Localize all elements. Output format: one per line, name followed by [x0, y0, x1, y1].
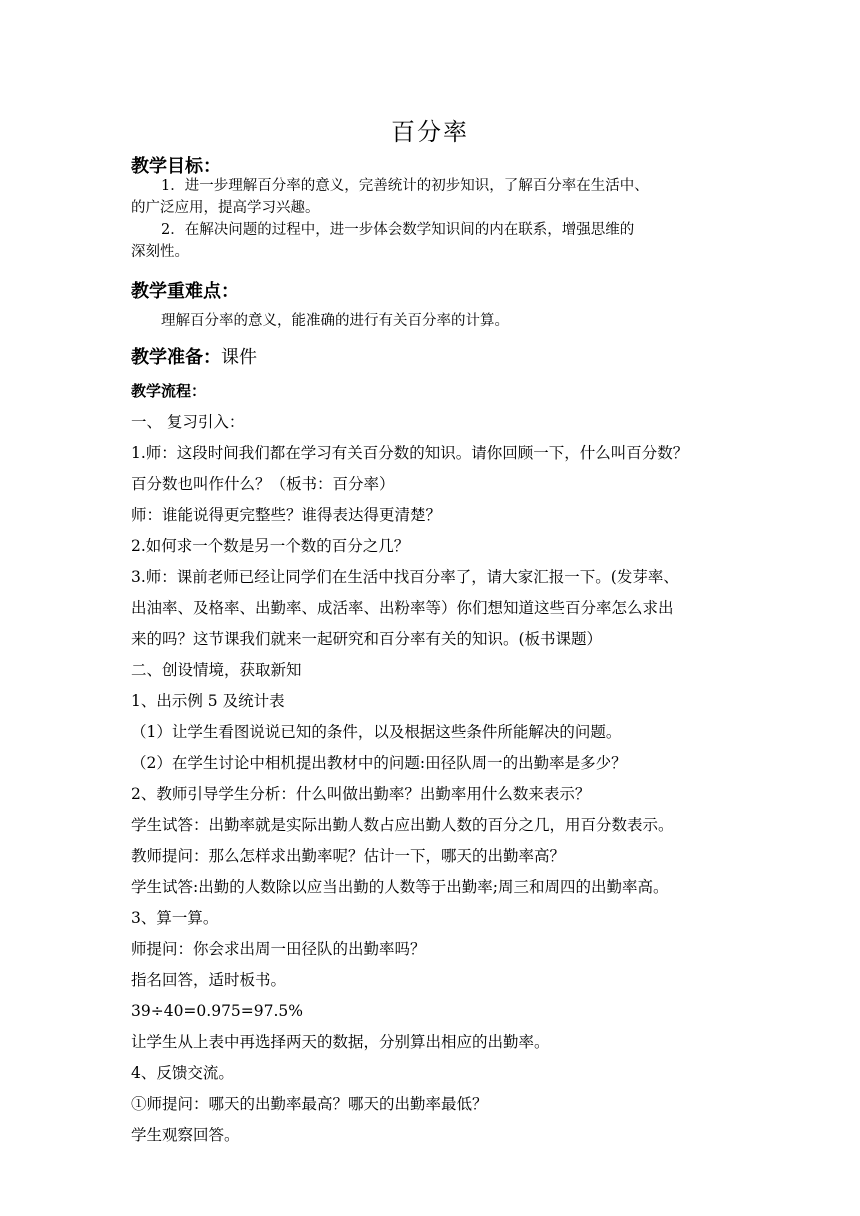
preparation-value: 课件: [221, 347, 257, 368]
process-line: 师：谁能说得更完整些？谁得表达得更清楚？: [131, 506, 442, 524]
process-line: 4、反馈交流。: [131, 1064, 234, 1082]
process-line: 指名回答，适时板书。: [131, 971, 287, 989]
key-points-text: 理解百分率的意义，能准确的进行有关百分率的计算。: [161, 313, 509, 329]
process-line: 出油率、及格率、出勤率、成活率、出粉率等）你们想知道这些百分率怎么求出: [131, 599, 674, 617]
key-points-heading: 教学重难点：: [131, 281, 239, 302]
process-line: 2.如何求一个数是另一个数的百分之几？: [131, 537, 410, 555]
process-heading: 教学流程：: [131, 382, 207, 400]
objective-2-line-1: 2．在解决问题的过程中，进一步体会数学知识间的内在联系，增强思维的: [161, 222, 635, 238]
objective-2-line-2: 深刻性。: [131, 244, 189, 260]
objective-1-line-1: 1．进一步理解百分率的意义，完善统计的初步知识，了解百分率在生活中、: [161, 178, 649, 194]
process-line: ①师提问：哪天的出勤率最高？哪天的出勤率最低？: [131, 1095, 488, 1113]
process-line: 学生试答:出勤的人数除以应当出勤的人数等于出勤率;周三和周四的出勤率高。: [131, 878, 669, 896]
preparation-heading: [131, 343, 257, 369]
process-line: （1）让学生看图说说已知的条件，以及根据这些条件所能解决的问题。: [131, 723, 622, 741]
process-line: （2）在学生讨论中相机提出教材中的问题:田径队周一的出勤率是多少？: [131, 754, 627, 772]
process-line: 2、教师引导学生分析：什么叫做出勤率？出勤率用什么数来表示？: [131, 785, 591, 803]
process-line: 教师提问：那么怎样求出勤率呢？估计一下，哪天的出勤率高？: [131, 847, 566, 865]
preparation-label: 教学准备：: [131, 347, 221, 368]
objective-1-line-2: 的广泛应用，提高学习兴趣。: [131, 200, 320, 216]
process-line: 3、算一算。: [131, 909, 219, 927]
process-line: 让学生从上表中再选择两天的数据，分别算出相应的出勤率。: [131, 1033, 550, 1051]
process-line: 39÷40=0.975=97.5%: [131, 1002, 304, 1020]
process-line: 1.师：这段时间我们都在学习有关百分数的知识。请你回顾一下，什么叫百分数？: [131, 444, 689, 462]
process-line: 3.师：课前老师已经让同学们在生活中找百分率了，请大家汇报一下。(发芽率、: [131, 568, 679, 586]
process-section: [131, 376, 741, 1151]
process-line: 来的吗？这节课我们就来一起研究和百分率有关的知识。(板书课题）: [131, 630, 603, 648]
page-title: 百分率: [391, 118, 469, 146]
objectives-heading: 教学目标：: [131, 156, 221, 177]
process-line: 二、创设情境，获取新知: [131, 661, 302, 679]
process-line: 学生观察回答。: [131, 1126, 240, 1144]
process-line: 一、 复习引入：: [131, 413, 245, 431]
process-line: 百分数也叫作什么？（板书：百分率）: [131, 475, 395, 493]
process-line: 师提问：你会求出周一田径队的出勤率吗？: [131, 940, 426, 958]
process-line: 1、出示例 5 及统计表: [131, 692, 285, 710]
process-line: 学生试答：出勤率就是实际出勤人数占应出勤人数的百分之几，用百分数表示。: [131, 816, 674, 834]
